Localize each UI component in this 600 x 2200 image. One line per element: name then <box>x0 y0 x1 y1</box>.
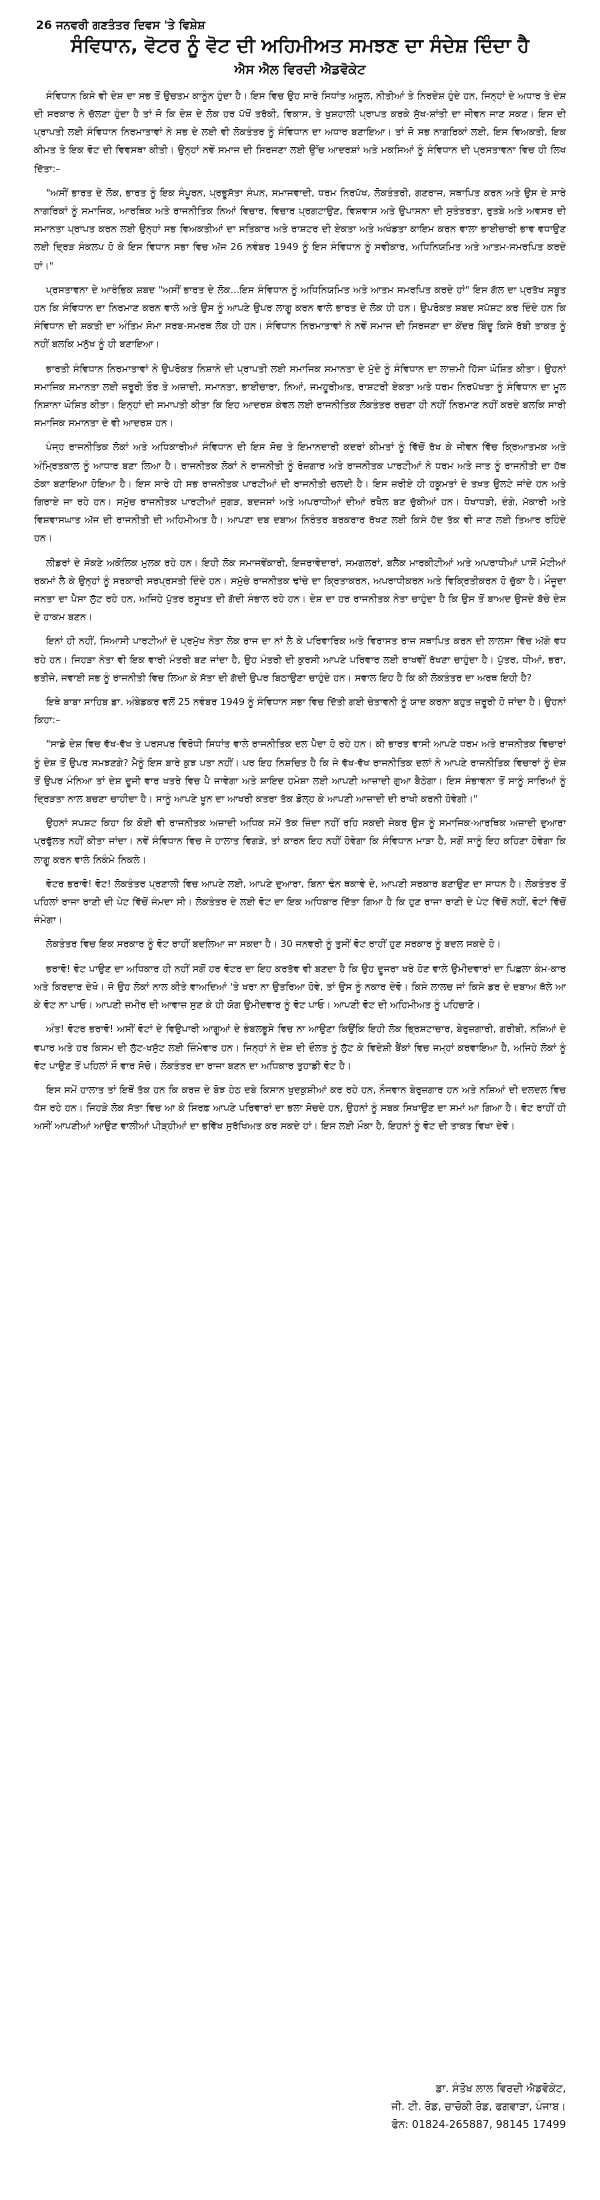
article-paragraph: ਇਨਾਂ ਹੀ ਨਹੀਂ, ਸਿਆਸੀ ਪਾਰਟੀਆਂ ਦੇ ਪ੍ਰਮੁੱਖ ਨੇਤਾ ਲੋਕ ਰਾਜ ਦਾ ਨਾਂ ਲੈ ਕੇ ਪਰਿਵਾਰਿਕ ਅਤੇ ਵਿਰਾਸਤ ਰਾਜ ਸਥਾਪਿਤ ਕਰਨ ਦੀ ਲਾਲਸਾ ਵਿੱਚ ਅੱਗੇ ਵਧ ਰਹੇ ਹਨ। ਜਿਹੜਾ ਨੇਤਾ ਵੀ ਇਕ ਵਾਰੀ ਮੰਤਰੀ ਬਣ ਜਾਂਦਾ ਹੈ, ਉਹ ਮੰਤਰੀ ਦੀ ਕੁਰਸੀ ਆਪਣੇ ਪਰਿਵਾਰ ਲਈ ਰਾਖਵੀਂ ਰੱਖਣਾ ਚਾਹੁੰਦਾ ਹੈ। ਪੁੱਤਰ, ਧੀਆਂ, ਭਰਾ, ਭਤੀਜੇ, ਜਵਾਈ ਸਭ ਨੂੰ ਰਾਜਨੀਤੀ ਵਿਚ ਲਿਆ ਕੇ ਸੱਤਾ ਦੀ ਗੱਦੀ ਉਪਰ ਬਿਠਾਉਣਾ ਚਾਹੁੰਦੇ ਹਨ। ਸਵਾਲ ਇਹ ਹੈ ਕਿ ਕੀ ਲੋਕਤੰਤਰ ਦਾ ਅਰਥ ਇਹੀ ਹੈ? <box>34 636 566 684</box>
article-paragraph: ਲੋਕਤੰਤਰ ਵਿਚ ਇਕ ਸਰਕਾਰ ਨੂੰ ਵੋਟ ਰਾਹੀਂ ਬਦਲਿਆ ਜਾ ਸਕਦਾ ਹੈ। 30 ਜਨਵਰੀ ਨੂੰ ਤੁਸੀਂ ਵੋਟ ਰਾਹੀਂ ਹੁਣ ਸਰਕਾਰ ਨੂੰ ਬਦਲ ਸਕਦੇ ਹੋ। <box>46 939 501 951</box>
article-paragraph: ਅੰਤ! ਵੋਟਰ ਭਰਾਵੋ! ਅਸੀਂ ਵੋਟਾਂ ਦੇ ਵਿਉਪਾਰੀ ਆਗੂਆਂ ਦੇ ਭੰਬਲਭੂਸੇ ਵਿਚ ਨਾ ਆਉਣਾ ਕਿਉਂਕਿ ਇਹੀ ਲੋਕ ਭ੍ਰਿਸ਼ਟਾਚਾਰ, ਬੇਰੁਜ਼ਗਾਰੀ, ਗਰੀਬੀ, ਨਸ਼ਿਆਂ ਦੇ ਵਪਾਰ ਅਤੇ ਹਰ ਕਿਸਮ ਦੀ ਲੁੱਟ-ਖਸੁੱਟ ਲਈ ਜ਼ਿੰਮੇਵਾਰ ਹਨ। ਜਿਨ੍ਹਾਂ ਨੇ ਦੇਸ਼ ਦੀ ਦੌਲਤ ਨੂੰ ਲੁੱਟ ਕੇ ਵਿਦੇਸ਼ੀ ਬੈਂਕਾਂ ਵਿਚ ਜਮ੍ਹਾਂ ਕਰਵਾਇਆ ਹੈ, ਅਜਿਹੇ ਲੋਕਾਂ ਨੂੰ ਵੋਟ ਪਾਉਣ ਤੋਂ ਪਹਿਲਾਂ ਸੌ ਵਾਰ ਸੋਚੋ। ਲੋਕਤੰਤਰ ਦਾ ਰਾਜਾ ਬਣਨ ਦਾ ਅਧਿਕਾਰ ਤੁਹਾਡੀ ਵੋਟ ਹੈ। <box>34 1024 567 1072</box>
article-paragraph: ਪੰਜ੍ਹ ਰਾਜਨੀਤਿਕ ਲੋਕਾਂ ਅਤੇ ਅਧਿਕਾਰੀਆਂ ਸੰਵਿਧਾਨ ਦੀ ਇਸ ਸੋਚ ਤੇ ਇਮਾਨਦਾਰੀ ਕਦਰਾਂ ਕੀਮਤਾਂ ਨੂੰ ਵਿੱਚੋਂ ਰੱਖ ਕੇ ਜੀਵਨ ਵਿੱਚ ਕ੍ਰਿਆਤਮਕ ਅਤੇ ਅੰਮ੍ਰਿਤਕਾਲ ਨੂੰ ਆਧਾਰ ਬਣਾ ਲਿਆ ਹੈ। ਰਾਜਨੀਤਕ ਲੋਕਾਂ ਨੇ ਰਾਜਨੀਤੀ ਨੂੰ ਰੋਜ਼ਗਾਰ ਅਤੇ ਰਾਜਨੀਤਕ ਪਾਰਟੀਆਂ ਨੇ ਧਰਮ ਅਤੇ ਜਾਤ ਨੂੰ ਰਾਜਨੀਤੀ ਦਾ ਹੱਥ ਠੋਕਾ ਬਣਾਇਆ ਹੋਇਆ ਹੈ। ਇਸ ਸਾਰੇ ਹੀ ਸਭ ਰਾਜਨੀਤਕ ਪਾਰਟੀਆਂ ਦੀ ਰਾਜਨੀਤੀ ਚਲਦੀ ਹੈ। ਇਸ ਜ਼ਰੀਏ ਹੀ ਹਕੂਮਤਾਂ ਦੇ ਤਖ਼ਤ ਉਲਟੇ ਜਾਂਦੇ ਹਨ ਅਤੇ ਗਿਰਾਏ ਜਾ ਰਹੇ ਹਨ। ਸਮੁੱਚ ਰਾਜਨੀਤਕ ਪਾਰਟੀਆਂ ਜੁਗੜ, ਬਦਜਸਾਂ ਅਤੇ ਅਪਰਾਧੀਆਂ ਦੀਆਂ ਰਖੈਲ ਬਣ ਚੁੱਕੀਆਂ ਹਨ। ਧੋਖਾਧੜੀ, ਦੰਗੇ, ਮੱਕਾਰੀ ਅਤੇ ਵਿਸ਼ਵਾਸਘਾਤ ਅੱਜ ਦੀ ਰਾਜਨੀਤੀ ਦੀ ਅਹਿਮੀਅਤ ਹੈ। ਆਪਣਾ ਦਬ ਦਬਾਅ ਨਿਰੰਤਰ ਬਰਕਰਾਰ ਰੱਖਣ ਲਈ ਕਿਸੇ ਹੱਦ ਤੱਕ ਵੀ ਜਾਣ ਲਈ ਤਿਆਰ ਰਹਿੰਦੇ ਹਨ। <box>34 442 566 545</box>
article-body <box>34 88 566 1137</box>
article-byline: ਐਸ ਐਲ ਵਿਰਦੀ ਐਡਵੋਕੇਟ <box>234 62 366 78</box>
author-name: ਡਾ. ਸੰਤੋਖ ਲਾਲ ਵਿਰਦੀ ਐਡਵੋਕੇਟ, <box>435 2083 566 2095</box>
author-address: ਜੀ. ਟੀ. ਰੋਡ, ਚਾਚੋਕੀ ਰੋਡ, ਫਗਵਾੜਾ, ਪੰਜਾਬ। <box>391 2101 566 2113</box>
article-paragraph: ਲੀਡਰਾਂ ਦੇ ਸੋਕਣੇ ਅਕੋਲਿਕ ਮੁਲਕ ਰਹੇ ਹਨ। ਇਹੀ ਲੋਕ ਸਮਾਜਵੇਂਕਾਰੀ, ਇਜਰਾਵੇਦਾਰਾਂ, ਸਮਗਲਰਾਂ, ਬਲੈਕ ਮਾਰਕੀਟੀਆਂ ਅਤੇ ਅਪਰਾਧੀਆਂ ਪਾਸੋਂ ਮੋਟੀਆਂ ਰਕਮਾਂ ਲੈ ਕੇ ਉਨ੍ਹਾਂ ਨੂੰ ਸਰਕਾਰੀ ਸਰਪ੍ਰਸਤੀ ਦਿੰਦੇ ਹਨ। ਸਮੁੱਚੇ ਰਾਜਨੀਤਕ ਢਾਂਚੇ ਦਾ ਕ੍ਰਿਤਾਕਰਨ, ਅਪਰਾਧੀਕਰਨ ਅਤੇ ਵਿਕ੍ਰਿਤੀਕਰਨ ਹੋ ਚੁੱਕਾ ਹੈ। ਮੌਜੂਦਾ ਜਨਤਾ ਦਾ ਪੈਸਾ ਲੁੱਟ ਰਹੇ ਹਨ, ਅਜਿਹੇ ਪੁੱਤਰ ਰਸੂਖਤ ਦੀ ਗੱਦੀ ਸੰਭਾਲ ਰਹੇ ਹਨ। ਦੇਸ਼ ਦਾ ਹਰ ਰਾਜਨੀਤਕ ਨੇਤਾ ਚਾਹੁੰਦਾ ਹੈ ਕਿ ਉਸ ਤੋਂ ਬਾਅਦ ਉਸਦੇ ਬੱਚੇ ਦੇਸ਼ ਦੇ ਹਾਕਮ ਬਣਨ। <box>34 557 566 624</box>
article-paragraph: ਇਥੇ ਬਾਬਾ ਸਾਹਿਬ ਡਾ. ਅੰਬੇਡਕਰ ਵਲੋਂ 25 ਨਵੰਬਰ 1949 ਨੂੰ ਸੰਵਿਧਾਨ ਸਭਾ ਵਿਚ ਦਿੱਤੀ ਗਈ ਚੇਤਾਵਨੀ ਨੂੰ ਯਾਦ ਕਰਨਾ ਬਹੁਤ ਜ਼ਰੂਰੀ ਹੋ ਜਾਂਦਾ ਹੈ। ਉਹਨਾਂ ਕਿਹਾ:– <box>34 697 566 727</box>
article-paragraph: ਸੰਵਿਧਾਨ ਕਿਸੇ ਵੀ ਦੇਸ਼ ਦਾ ਸਭ ਤੋਂ ਉਚਤਮ ਕਾਨੂੰਨ ਹੁੰਦਾ ਹੈ। ਇਸ ਵਿਚ ਉਹ ਸਾਰੇ ਸਿਧਾਂਤ ਅਸੂਲ, ਨੀਤੀਆਂ ਤੇ ਨਿਰਦੇਸ਼ ਹੁੰਦੇ ਹਨ, ਜਿਨ੍ਹਾਂ ਦੇ ਅਧਾਰ ਤੇ ਦੇਸ਼ ਦੀ ਸਰਕਾਰ ਨੇ ਚੱਲਣਾ ਹੁੰਦਾ ਹੈ ਤਾਂ ਜੋ ਕਿ ਦੇਸ਼ ਦੇ ਲੋਕ ਹਰ ਪੱਖੋਂ ਤਰੱਕੀ, ਵਿਕਾਸ, ਤੇ ਖੁਸ਼ਹਾਲੀ ਪ੍ਰਾਪਤ ਕਰਕੇ ਸੁੱਖ-ਸ਼ਾਂਤੀ ਦਾ ਜੀਵਨ ਜਾਣ ਸਕਣ। ਇਸ ਦੀ ਪ੍ਰਾਪਤੀ ਲਈ ਸੰਵਿਧਾਨ ਨਿਰਮਾਤਾਵਾਂ ਨੇ ਸਭ ਦੇ ਲਈ ਵੀ ਲੋਕਤੰਤਰ ਨੂੰ ਸੰਵਿਧਾਨ ਦਾ ਅਧਾਰ ਬਣਾਇਆ। ਤਾਂ ਜੋ ਸਭ ਨਾਗਰਿਕਾਂ ਲਈ, ਇਸ ਵਿਅਕਤੀ, ਇਕ ਕੀਮਤ ਤੇ ਇਕ ਵੋਟ ਦੀ ਵਿਵਸਥਾ ਕੀਤੀ। ਉਨ੍ਹਾਂ ਨਵੇਂ ਸਮਾਜ ਦੀ ਸਿਰਜਣਾ ਲਈ ਉੱਚ ਆਦਰਸ਼ਾਂ ਅਤੇ ਮਕਸਿਆਂ ਨੂੰ ਸੰਵਿਧਾਨ ਦੀ ਪ੍ਰਸਤਾਵਨਾ ਵਿਚ ਹੀ ਲਿਖ ਦਿੱਤਾ:– <box>34 90 566 175</box>
author-phone: ਫੋਨ: 01824-265887, 98145 17499 <box>391 2119 566 2131</box>
article-headline: ਸੰਵਿਧਾਨ, ਵੋਟਰ ਨੂੰ ਵੋਟ ਦੀ ਅਹਿਮੀਅਤ ਸਮਝਣ ਦਾ ਸੰਦੇਸ਼ ਦਿੰਦਾ ਹੈ <box>70 35 530 57</box>
article-paragraph: ਭਰਾਵੋ! ਵੋਟ ਪਾਉਣ ਦਾ ਅਧਿਕਾਰ ਹੀ ਨਹੀਂ ਸਗੋਂ ਹਰ ਵੋਟਰ ਦਾ ਇਹ ਕਰਤੱਵ ਵੀ ਬਣਦਾ ਹੈ ਕਿ ਉਹ ਦੂਜਰਾ ਖਰੇ ਹੋਣ ਵਾਲੇ ਉਮੀਦਵਾਰਾਂ ਦਾ ਪਿਛਲਾ ਕੰਮ-ਕਾਰ ਅਤੇ ਕਿਰਦਾਰ ਦੇਖੋ। ਜੋ ਉਹ ਲੋਕਾਂ ਨਾਲ ਕੀਤੇ ਵਾਅਦਿਆਂ 'ਤੇ ਖਰਾ ਨਾ ਉਤਰਿਆ ਹੋਵੇ, ਤਾਂ ਉਸ ਨੂੰ ਨਕਾਰ ਦੇਵੋ। ਕਿਸੇ ਲਾਲਚ ਜਾਂ ਕਿਸੇ ਡਰ ਦੇ ਦਬਾਅ ਥੱਲੇ ਆ ਕੇ ਵੋਟ ਨਾ ਪਾਓ। ਆਪਣੀ ਜ਼ਮੀਰ ਦੀ ਆਵਾਜ਼ ਸੁਣ ਕੇ ਹੀ ਯੋਗ ਉਮੀਦਵਾਰ ਨੂੰ ਵੋਟ ਪਾਓ। ਆਪਣੀ ਵੋਟ ਦੀ ਅਹਿਮੀਅਤ ਨੂੰ ਪਹਿਚਾਣੋ। <box>34 963 566 1012</box>
article-paragraph: "ਅਸੀਂ ਭਾਰਤ ਦੇ ਲੋਕ, ਭਾਰਤ ਨੂੰ ਇਕ ਸੰਪੂਰਨ, ਪ੍ਰਭੂਸੱਤਾ ਸੰਪਨ, ਸਮਾਜਵਾਦੀ, ਧਰਮ ਨਿਰਪੱਖ, ਲੋਕਤੰਤਰੀ, ਗਣਰਾਜ, ਸਥਾਪਿਤ ਕਰਨ ਅਤੇ ਉਸ ਦੇ ਸਾਰੇ ਨਾਗਰਿਕਾਂ ਨੂੰ ਸਮਾਜਿਕ, ਆਰਥਿਕ ਅਤੇ ਰਾਜਨੀਤਿਕ ਨਿਆਂ ਵਿਚਾਰ, ਵਿਚਾਰ ਪ੍ਰਗਟਾਉਣ, ਵਿਸ਼ਵਾਸ ਅਤੇ ਉਪਾਸਨਾ ਦੀ ਸੁਤੰਤਰਤਾ, ਰੁਤਬੇ ਅਤੇ ਅਵਸਰ ਦੀ ਸਮਾਨਤਾ ਪ੍ਰਾਪਤ ਕਰਨ ਲਈ ਉਨ੍ਹਾਂ ਸਭ ਵਿਅਕਤੀਆਂ ਦਾ ਸਤਿਕਾਰ ਅਤੇ ਰਾਸ਼ਟਰ ਦੀ ਏਕਤਾ ਅਤੇ ਅਖੰਡਤਾ ਕਾਇਮ ਕਰਨ ਵਾਲਾ ਭਾਈਚਾਰੀ ਭਾਵ ਵਧਾਉਣ ਲਈ ਦ੍ਰਿੜ ਸੰਕਲਪ ਹੋ ਕੇ ਇਸ ਵਿਧਾਨ ਸਭਾ ਵਿਚ ਅੱਜ 26 ਨਵੰਬਰ 1949 ਨੂੰ ਇਸ ਸੰਵਿਧਾਨ ਨੂੰ ਸਵੀਕਾਰ, ਅਧਿਨਿਯਮਿਤ ਅਤੇ ਆਤਮ-ਸਮਰਪਿਤ ਕਰਦੇ ਹਾਂ।" <box>34 187 566 272</box>
article-kicker: 26 ਜਨਵਰੀ ਗਣਤੰਤਰ ਦਿਵਸ 'ਤੇ ਵਿਸ਼ੇਸ਼ <box>36 18 206 32</box>
article-paragraph: ਉਹਨਾਂ ਸਪਸ਼ਟ ਕਿਹਾ ਕਿ ਕੋਈ ਵੀ ਰਾਜਨੀਤਕ ਅਜ਼ਾਦੀ ਅਧਿਕ ਸਮੇਂ ਤੱਕ ਜ਼ਿੰਦਾ ਨਹੀਂ ਰਹਿ ਸਕਦੀ ਜੇਕਰ ਉਸ ਨੂੰ ਸਮਾਜਿਕ-ਆਰਥਿਕ ਅਜ਼ਾਦੀ ਦੁਆਰਾ ਪ੍ਰਫੁੱਲਤ ਨਹੀਂ ਕੀਤਾ ਜਾਂਦਾ। ਨਵੇਂ ਸੰਵਿਧਾਨ ਵਿਚ ਜੇ ਹਾਲਾਤ ਵਿਗੜੇ, ਤਾਂ ਕਾਰਨ ਇਹ ਨਹੀਂ ਹੋਵੇਗਾ ਕਿ ਸੰਵਿਧਾਨ ਮਾੜਾ ਹੈ, ਸਗੋਂ ਸਾਨੂੰ ਇਹ ਕਹਿਣਾ ਹੋਵੇਗਾ ਕਿ ਲਾਗੂ ਕਰਨ ਵਾਲੇ ਨਿਕੰਮੇ ਨਿਕਲੇ। <box>34 818 566 866</box>
article-paragraph: ਇਸ ਸਮੇਂ ਹਾਲਾਤ ਤਾਂ ਇਥੋਂ ਤੱਕ ਹਨ ਕਿ ਕਰਜ਼ ਦੇ ਬੋਝ ਹੇਠ ਦਬੇ ਕਿਸਾਨ ਖੁਦਕੁਸ਼ੀਆਂ ਕਰ ਰਹੇ ਹਨ, ਨੌਜਵਾਨ ਬੇਰੁਜ਼ਗਾਰ ਹਨ ਅਤੇ ਨਸ਼ਿਆਂ ਦੀ ਦਲਦਲ ਵਿਚ ਧੱਸ ਰਹੇ ਹਨ। ਜਿਹੜੇ ਲੋਕ ਸੱਤਾ ਵਿਚ ਆ ਕੇ ਸਿਰਫ਼ ਆਪਣੇ ਪਰਿਵਾਰਾਂ ਦਾ ਭਲਾ ਸੋਚਦੇ ਹਨ, ਉਹਨਾਂ ਨੂੰ ਸਬਕ ਸਿਖਾਉਣ ਦਾ ਸਮਾਂ ਆ ਗਿਆ ਹੈ। ਵੋਟ ਰਾਹੀਂ ਹੀ ਅਸੀਂ ਆਪਣੀਆਂ ਆਉਣ ਵਾਲੀਆਂ ਪੀੜ੍ਹੀਆਂ ਦਾ ਭਵਿੱਖ ਸੁਰੱਖਿਅਤ ਕਰ ਸਕਦੇ ਹਾਂ। ਇਸ ਲਈ ਮੌਕਾ ਹੈ, ਇਹਨਾਂ ਨੂੰ ਵੋਟ ਦੀ ਤਾਕਤ ਵਿਖਾ ਦੇਵੋ। <box>34 1084 566 1133</box>
article-paragraph: "ਸਾਡੇ ਦੇਸ਼ ਵਿਚ ਵੱਖ-ਵੱਖ ਤੇ ਪਰਸਪਰ ਵਿਰੋਧੀ ਸਿਧਾਂਤ ਵਾਲੇ ਰਾਜਨੀਤਿਕ ਦਲ ਪੈਦਾ ਹੋ ਰਹੇ ਹਨ। ਕੀ ਭਾਰਤ ਵਾਸੀ ਆਪਣੇ ਧਰਮ ਅਤੇ ਰਾਜਨੀਤਕ ਵਿਚਾਰਾਂ ਨੂੰ ਦੇਸ਼ ਤੋਂ ਉਪਰ ਸਮਝਣਗੇ? ਮੈਨੂੰ ਇਸ ਬਾਰੇ ਕੁਝ ਪਤਾ ਨਹੀਂ। ਪਰ ਇਹ ਨਿਸ਼ਚਿਤ ਹੈ ਕਿ ਜੇ ਵੱਖ-ਵੱਖ ਰਾਜਨੀਤਿਕ ਦਲਾਂ ਨੇ ਆਪਣੇ ਰਾਜਨੀਤਿਕ ਵਿਚਾਰਾਂ ਨੂੰ ਦੇਸ਼ ਤੋਂ ਉਪਰ ਮੰਨਿਆ ਤਾਂ ਦੇਸ਼ ਦੂਜੀ ਵਾਰ ਖਤਰੇ ਵਿਚ ਪੈ ਜਾਵੇਗਾ ਅਤੇ ਸ਼ਾਇਦ ਹਮੇਸ਼ਾ ਲਈ ਆਪਣੀ ਆਜ਼ਾਦੀ ਗੁਆ ਬੈਠੇਗਾ। ਇਸ ਸੰਭਾਵਨਾ ਤੋਂ ਸਾਨੂੰ ਸਾਰਿਆਂ ਨੂੰ ਦ੍ਰਿੜਤਾ ਨਾਲ ਬਚਣਾ ਚਾਹੀਦਾ ਹੈ। ਸਾਨੂੰ ਆਪਣੇ ਖੂਨ ਦਾ ਆਖਰੀ ਕਤਰਾ ਤੱਕ ਡੋਲ੍ਹ ਕੇ ਆਪਣੀ ਆਜ਼ਾਦੀ ਦੀ ਰਾਖੀ ਕਰਨੀ ਹੋਵੇਗੀ।" <box>34 739 566 806</box>
article-paragraph: ਵੋਟਰ ਭਰਾਵੋ! ਵੋਟ! ਲੋਕਤੰਤਰ ਪ੍ਰਣਾਲੀ ਵਿਚ ਆਪਣੇ ਲਈ, ਆਪਣੇ ਦੁਆਰਾ, ਬਿਨਾ ਢੰਨ ਥਕਾਵੇ ਦੇ, ਆਪਣੀ ਸਰਕਾਰ ਬਣਾਉਣ ਦਾ ਸਾਧਨ ਹੈ। ਲੋਕਤੰਤਰ ਤੋਂ ਪਹਿਲਾਂ ਰਾਜਾ ਰਾਣੀ ਦੀ ਪੇਟ ਵਿੱਚੋਂ ਜੰਮਦਾ ਸੀ। ਲੋਕਤੰਤਰ ਦੇ ਲਈ ਵੋਟ ਦਾ ਇਕ ਅਧਿਕਾਰ ਦਿੱਤਾ ਗਿਆ ਹੈ ਕਿ ਹੁਣ ਰਾਜਾ ਰਾਣੀ ਦੇ ਪੇਟ ਵਿੱਚੋਂ ਨਹੀਂ, ਵੋਟਾਂ ਵਿੱਚੋਂ ਜੰਮੇਗਾ। <box>34 878 566 927</box>
article-paragraph: ਭਾਰਤੀ ਸੰਵਿਧਾਨ ਨਿਰਮਾਤਾਵਾਂ ਨੇ ਉਪਰੋਕਤ ਨਿਸ਼ਾਨੇ ਦੀ ਪ੍ਰਾਪਤੀ ਲਈ ਸਮਾਜਿਕ ਸਮਾਨਤਾ ਦੇ ਮੁੱਦੇ ਨੂੰ ਸੰਵਿਧਾਨ ਦਾ ਲਾਜ਼ਮੀ ਹਿੱਸਾ ਘੋਸ਼ਿਤ ਕੀਤਾ। ਉਹਨਾਂ ਸਮਾਜਿਕ ਸਮਾਨਤਾ ਲਈ ਜ਼ਰੂਰੀ ਤੌਰ ਤੇ ਅਜ਼ਾਦੀ, ਸਮਾਨਤਾ, ਭਾਈਚਾਰਾ, ਨਿਆਂ, ਜਮਹੂਰੀਅਤ, ਰਾਸ਼ਟਰੀ ਏਕਤਾ ਅਤੇ ਧਰਮ ਨਿਰਪੱਖਤਾ ਨੂੰ ਸੰਵਿਧਾਨ ਦਾ ਮੂਲ ਨਿਸ਼ਾਨਾ ਘੋਸ਼ਿਤ ਕੀਤਾ। ਇਨ੍ਹਾਂ ਦੀ ਸਮਾਪਤੀ ਕੀਤਾ ਕਿ ਇਹ ਆਦਰਸ਼ ਕੇਵਲ ਲਈ ਰਾਜਨੀਤਿਕ ਲੋਕਤੰਤਰ ਰਚਣਾ ਹੀ ਨਹੀਂ ਨਿਰਮਾਣ ਨਹੀਂ ਕਰਦੇ ਬਲਕਿ ਸਾਰੀ ਸਮਾਜਿਕ ਸਮਾਨਤਾ ਦੇ ਵੀ ਆਦਰਸ਼ ਹਨ। <box>34 363 566 430</box>
author-signature-block <box>391 2080 566 2134</box>
article-paragraph: ਪ੍ਰਸਤਾਵਨਾ ਦੇ ਆਰੰਭਿਕ ਸ਼ਬਦ "ਅਸੀਂ ਭਾਰਤ ਦੇ ਲੋਕ...ਇਸ ਸੰਵਿਧਾਨ ਨੂੰ ਅਧਿਨਿਯਮਿਤ ਅਤੇ ਆਤਮ ਸਮਰਪਿਤ ਕਰਦੇ ਹਾਂ" ਇਸ ਗੱਲ ਦਾ ਪ੍ਰਤੱਖ ਸਬੂਤ ਹਨ ਕਿ ਸੰਵਿਧਾਨ ਦਾ ਨਿਰਮਾਣ ਕਰਨ ਵਾਲੇ ਅਤੇ ਉਸ ਨੂੰ ਆਪਣੇ ਉਪਰ ਲਾਗੂ ਕਰਨ ਵਾਲੇ ਭਾਰਤ ਦੇ ਲੋਕ ਹੀ ਹਨ। ਉਪਰੋਕਤ ਸ਼ਬਦ ਸਪੱਸ਼ਟ ਕਰ ਦਿੰਦੇ ਹਨ ਕਿ ਸੰਵਿਧਾਨ ਦੀ ਸ਼ਕਤੀ ਦਾ ਅੰਤਿਮ ਸੋਮਾ ਸਰਬ-ਸਮਰਥ ਲੋਕ ਹੀ ਹਨ। ਸੰਵਿਧਾਨ ਨਿਰਮਾਤਾਵਾਂ ਨੇ ਨਵੇਂ ਸਮਾਜ ਦੀ ਸਿਰਜਣਾ ਦਾ ਕੇਂਦਰ ਬਿੰਦੂ ਕਿਸੇ ਰੱਬੀ ਤਾਕਤ ਨੂੰ ਨਹੀਂ ਬਲਕਿ ਮਨੁੱਖ ਨੂੰ ਹੀ ਬਣਾਇਆ। <box>34 284 566 351</box>
